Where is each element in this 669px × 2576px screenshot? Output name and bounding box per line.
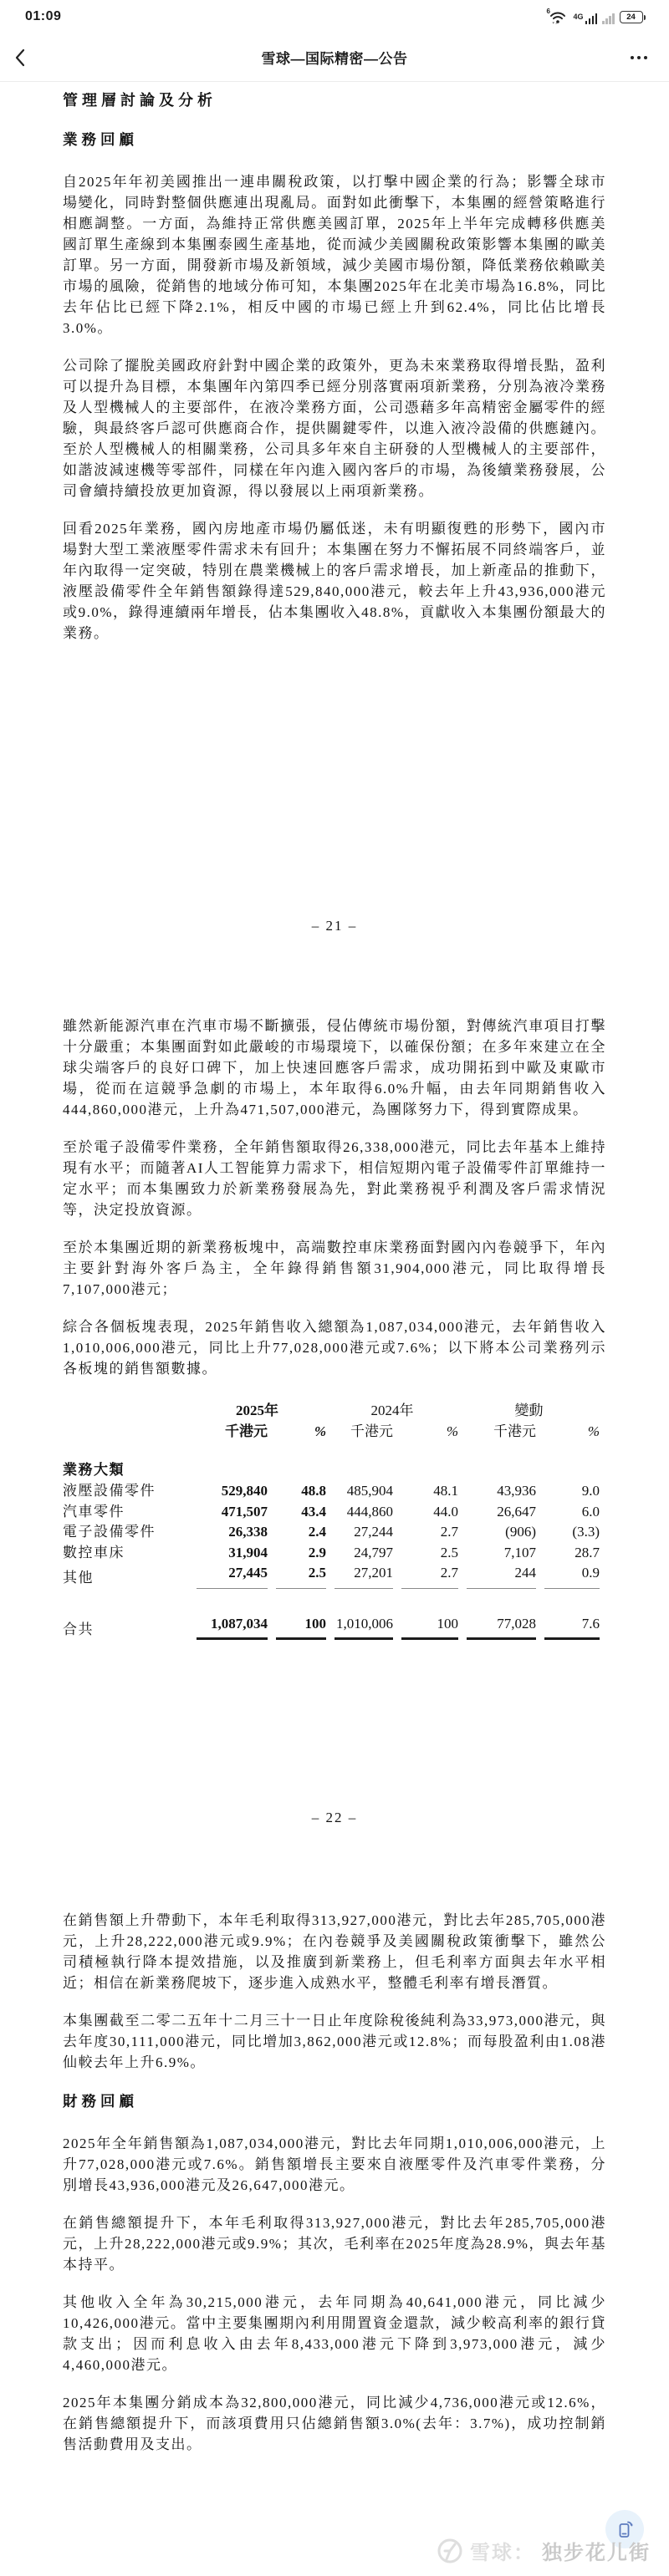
rotate-phone-fab[interactable] — [605, 2510, 644, 2548]
row-value: 43,936 — [497, 1483, 536, 1499]
row-label: 其他 — [63, 1570, 94, 1586]
row-label: 數控車床 — [63, 1544, 125, 1560]
table-subheader-cell: 千港元 — [225, 1423, 268, 1439]
row-value: 2.7 — [440, 1524, 458, 1540]
xueqiu-logo-icon — [437, 2538, 463, 2564]
total-value: 1,087,034 — [188, 1613, 268, 1640]
row-value: 27,201 — [326, 1563, 393, 1589]
more-menu-button[interactable] — [629, 49, 649, 66]
rotate-phone-icon — [615, 2519, 635, 2539]
status-bar — [0, 0, 669, 33]
row-value: 471,507 — [221, 1503, 268, 1520]
row-value: 529,840 — [221, 1483, 268, 1499]
table-subheader-cell: % — [314, 1423, 326, 1439]
row-value: 6.0 — [581, 1503, 600, 1520]
sales-breakdown-table — [63, 1400, 606, 1640]
doc-paragraph: 至於本集團近期的新業務板塊中，高端數控車床業務面對國內內卷競爭下，年內主要針對海外客戶為主，全年錄得銷售額31,904,000港元，同比取得增長7,107,000港元； — [63, 1240, 606, 1297]
row-value: 2.4 — [308, 1524, 326, 1540]
table-subheader-cell: 千港元 — [350, 1423, 393, 1439]
total-value: 100 — [393, 1613, 458, 1640]
doc-paragraph: 雖然新能源汽車在汽車市場不斷擴張，侵佔傳統市場份額，對傳統汽車項目打擊十分嚴重；本集團面對如此嚴峻的市場環境下，以確保份額；在多年來建立在全球尖端客戶的良好口碑下，加上快速回應客戶需求，成功開拓到中歐及東歐市場，從而在這競爭急劇的市場上，本年取得6.0%升幅，由去年同期銷售收入444,860,000港元，上升為471,507,000港元，為團隊努力下，得到實際成果。 — [63, 1018, 606, 1117]
row-value: 485,904 — [346, 1483, 393, 1499]
status-time: 01:09 — [25, 9, 62, 23]
row-value: 7,107 — [503, 1544, 536, 1560]
battery-icon — [620, 11, 646, 23]
table-row — [63, 1522, 606, 1543]
watermark-author: 独步花儿街 — [542, 2542, 651, 2564]
signal-bars-primary-icon — [585, 13, 598, 24]
row-label: 液壓設備零件 — [63, 1483, 156, 1499]
row-value: 26,338 — [228, 1524, 268, 1540]
battery-level: 24 — [620, 11, 643, 23]
total-label: 合共 — [63, 1621, 94, 1637]
dot-icon — [631, 56, 634, 59]
doc-paragraph: 其他收入全年為30,215,000港元，去年同期為40,641,000港元，同比減少10,426,000港元。當中主要集團期內利用閒置資金還款，減少較高利率的銀行貸款支出；因而利息收入由去年8,433,000港元下降到3,973,000港元，減少4,460,000港元。 — [63, 2293, 606, 2373]
row-value: 0.9 — [536, 1563, 600, 1589]
row-value: 27,445 — [188, 1563, 268, 1589]
row-value: 44.0 — [433, 1503, 458, 1520]
signal-bars-secondary-icon — [602, 13, 615, 24]
row-value: 244 — [458, 1563, 536, 1589]
total-value: 77,028 — [458, 1613, 536, 1640]
table-row — [63, 1543, 606, 1564]
row-value: (906) — [505, 1524, 536, 1540]
battery-nub — [644, 15, 646, 20]
table-col-group-label: 變動 — [514, 1403, 544, 1418]
row-value: 9.0 — [581, 1483, 600, 1499]
table-subheader-cell: 千港元 — [493, 1423, 536, 1439]
page-number-marker: – 22 – — [311, 1809, 358, 1825]
row-label: 電子設備零件 — [63, 1524, 156, 1540]
total-value: 1,010,006 — [326, 1613, 393, 1640]
total-value: 100 — [268, 1613, 326, 1640]
watermark-brand: 雪球： — [470, 2542, 535, 2564]
row-value: 2.7 — [393, 1563, 458, 1589]
page-title: 雪球—国际精密—公告 — [261, 51, 408, 67]
row-value: 43.4 — [301, 1503, 326, 1520]
table-row — [63, 1563, 606, 1589]
doc-paragraph: 2025年全年銷售額為1,087,034,000港元，對比去年同期1,010,006,000港元，上升77,028,000港元或7.6%。銷售額增長主要來自液壓零件及汽車零件業務，分別增長43,936,000港元及26,647,000港元。 — [63, 2135, 606, 2193]
doc-heading-section: 業務回顧 — [63, 131, 138, 148]
table-section-label: 業務大類 — [63, 1462, 125, 1478]
table-year-header-row — [63, 1400, 606, 1421]
table-total-row — [63, 1613, 606, 1640]
network-type-label: 4G — [573, 13, 584, 21]
wifi6-label: 6 — [546, 8, 550, 15]
dot-icon — [644, 56, 647, 59]
wifi-icon — [548, 9, 568, 24]
row-value: 31,904 — [228, 1544, 268, 1560]
table-row — [63, 1502, 606, 1523]
doc-paragraph: 在銷售總額提升下，本年毛利取得313,927,000港元，對比去年285,705,000港元，上升28,222,000港元或9.9%；其次，毛利率在2025年度為28.9%，與去年基本持平。 — [63, 2214, 606, 2273]
page-number-marker: – 21 – — [311, 918, 358, 934]
doc-heading-section: 財務回顧 — [63, 2092, 138, 2110]
nav-bar — [0, 33, 669, 82]
doc-paragraph: 綜合各個板塊表現，2025年銷售收入總額為1,087,034,000港元，去年銷售收入1,010,006,000港元，同比上升77,028,000港元或7.6%；以下將本公司業務列示各板塊的銷售額數據。 — [63, 1319, 606, 1377]
row-value: 2.5 — [268, 1563, 326, 1589]
row-value: 48.1 — [433, 1483, 458, 1499]
back-button[interactable] — [15, 43, 45, 73]
doc-paragraph: 在銷售額上升帶動下，本年毛利取得313,927,000港元，對比去年285,705,000港元，上升28,222,000港元或9.9%；在內卷競爭及美國關稅政策衝擊下，雖然公司積極執行降本提效措施，以及推廣到新業務上，但毛利率方面與去年水平相近；相信在新業務爬坡下，逐步進入成熟水平，整體毛利率有增長潛質。 — [63, 1912, 606, 1991]
total-value: 7.6 — [536, 1613, 600, 1640]
row-value: 444,860 — [346, 1503, 393, 1520]
doc-paragraph: 公司除了擺脫美國政府針對中國企業的政策外，更為未來業務取得增長點，盈利可以提升為目標，本集團年內第四季已經分別落實兩項新業務，分別為液冷業務及人型機械人的主要部件，在液冷業務方面，公司憑藉多年高精密金屬零件的經驗，與最終客戶認可供應商合作，提供關鍵零件，以進入液冷設備的供應鏈內。至於人型機械人的相關業務，公司具多年來自主研發的人型機械人的主要部件，如諧波減速機等零部件，同樣在年內進入國內客戶的市場，為後續業務發展，公司會續持續投放更加資源，得以發展以上兩項新業務。 — [63, 358, 606, 499]
row-value: 24,797 — [354, 1544, 393, 1560]
doc-paragraph: 2025年本集團分銷成本為32,800,000港元，同比減少4,736,000港元或12.6%，在銷售總額提升下，而該項費用只佔總銷售額3.0%(去年：3.7%)，成功控制銷售活動費用及支出。 — [63, 2394, 606, 2452]
doc-paragraph: 回看2025年業務，國內房地產市場仍屬低迷，未有明顯復甦的形勢下，國內市場對大型工業液壓零件需求未有回升；本集團在努力不懈拓展不同終端客戶，並年內取得一定突破，特別在農業機械上的客戶需求增長，加上新產品的推動下，液壓設備零件全年銷售額錄得達529,840,000港元，較去年上升43,936,000港元或9.0%，錄得連續兩年增長，佔本集團收入48.8%，貢獻收入本集團份額最大的業務。 — [63, 521, 606, 641]
doc-paragraph: 本集團截至二零二五年十二月三十一日止年度除稅後純利為33,973,000港元，與去年度30,111,000港元，同比增加3,862,000港元或12.8%；而每股盈利由1.08港仙較去年上升6.9%。 — [63, 2012, 606, 2070]
doc-paragraph: 自2025年年初美國推出一連串關稅政策，以打擊中國企業的行為；影響全球市場變化，同時對整個供應連出現亂局。面對如此衝擊下，本集團的經營策略進行相應調整。一方面，為維持正常供應美國訂單，2025年上半年完成轉移供應美國訂單生產線到本集團泰國生產基地，從而減少美國關稅政策影響本集團的歐美訂單。另一方面，開發新市場及新領域，減少美國市場份額，降低業務依賴歐美市場的風險，從銷售的地域分佈可知，本集團2025年在北美市場為16.8%，同比去年佔比已經下降2.1%，相反中國的市場已經上升到62.4%，同比佔比增長3.0%。 — [63, 174, 606, 336]
row-value: 48.8 — [301, 1483, 326, 1499]
table-subheader-row — [63, 1421, 606, 1443]
row-value: 2.5 — [440, 1544, 458, 1560]
row-label: 汽車零件 — [63, 1503, 125, 1520]
doc-heading-main: 管理層討論及分析 — [63, 92, 217, 109]
doc-paragraph: 至於電子設備零件業務，全年銷售額取得26,338,000港元，同比去年基本上維持現有水平；而隨著AI人工智能算力需求下，相信短期內電子設備零件訂單維持一定水平；而本集團致力於新業務發展為先，對此業務視乎利潤及客戶需求情況等，決定投放資源。 — [63, 1139, 606, 1218]
row-value: (3.3) — [572, 1524, 600, 1540]
table-col-group-label: 2024年 — [370, 1403, 414, 1418]
row-value: 26,647 — [497, 1503, 536, 1520]
row-value: 27,244 — [354, 1524, 393, 1540]
dot-icon — [637, 56, 641, 59]
cellular-signal-icon — [573, 13, 597, 24]
table-subheader-cell: % — [587, 1423, 600, 1439]
document-scroll-area[interactable] — [0, 82, 669, 2455]
table-row — [63, 1481, 606, 1502]
chevron-left-icon — [15, 48, 25, 67]
row-value: 28.7 — [575, 1544, 600, 1560]
table-subheader-cell: % — [446, 1423, 458, 1439]
status-icons — [548, 9, 646, 24]
row-value: 2.9 — [308, 1544, 326, 1560]
table-col-group-label: 2025年 — [236, 1403, 278, 1418]
